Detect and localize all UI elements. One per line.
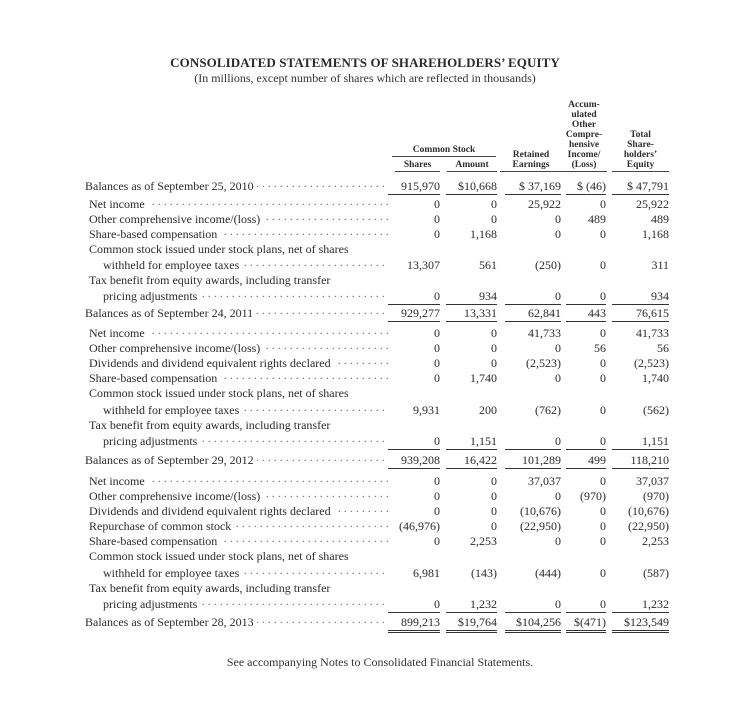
- footnote: See accompanying Notes to Consolidated Financial Statements.: [226, 655, 534, 669]
- row-label: Other comprehensive income/(loss) . . .: [89, 489, 389, 504]
- cell-shares: 0: [434, 326, 440, 340]
- cell-amount: 0: [491, 489, 497, 503]
- cell-shares: 0: [434, 474, 440, 488]
- cell-shares: 0: [388, 434, 440, 450]
- cell-retained-earnings: (444): [535, 566, 561, 580]
- cell-aoci: 0: [566, 289, 606, 305]
- retained-header-line1: Retained: [512, 150, 550, 160]
- cell-retained-earnings: $ 37,169: [505, 179, 561, 195]
- cell-retained-earnings: 37,037: [528, 474, 561, 488]
- table-row: [0, 326, 730, 341]
- cell-total-equity: 1,232: [612, 597, 669, 613]
- row-label: Dividends and dividend equivalent rights declared . . .: [89, 504, 389, 519]
- cell-amount: 200: [479, 403, 497, 417]
- cell-total-equity: 1,168: [642, 227, 669, 241]
- table-row: [0, 566, 730, 581]
- total-header-line4: Equity: [612, 160, 669, 172]
- cell-aoci: (970): [580, 489, 606, 503]
- cell-retained-earnings: 0: [505, 597, 561, 613]
- cell-total-equity: 1,740: [642, 371, 669, 385]
- cell-amount: 561: [479, 258, 497, 272]
- row-label: Balances as of September 28, 2013 . . .: [85, 615, 385, 630]
- aoci-header-line4: Compre-: [565, 130, 603, 140]
- cell-shares: 939,208: [388, 453, 440, 469]
- column-header-common-stock: [392, 145, 496, 157]
- cell-shares: 899,213: [388, 615, 440, 633]
- cell-amount: 0: [491, 519, 497, 533]
- balance-row-2012: [0, 453, 730, 468]
- cell-retained-earnings: 0: [555, 371, 561, 385]
- row-label: Tax benefit from equity awards, including transfer: [89, 273, 389, 288]
- cell-total-equity: $123,549: [612, 615, 669, 633]
- cell-amount: (143): [471, 566, 497, 580]
- cell-aoci: 0: [600, 403, 606, 417]
- cell-shares: 0: [434, 356, 440, 370]
- table-row: [0, 434, 730, 449]
- table-row: [0, 489, 730, 504]
- table-row: [0, 212, 730, 227]
- retained-header-line2: Earnings: [500, 160, 562, 172]
- cell-shares: 0: [434, 504, 440, 518]
- cell-amount: 1,740: [470, 371, 497, 385]
- cell-retained-earnings: 0: [555, 212, 561, 226]
- row-label: Share-based compensation . . .: [89, 534, 389, 549]
- table-row: [0, 534, 730, 549]
- column-header-aoci: [561, 100, 607, 172]
- cell-total-equity: 1,151: [612, 434, 669, 450]
- cell-retained-earnings: 62,841: [505, 306, 561, 322]
- total-header-line2: Share-: [627, 140, 654, 150]
- cell-total-equity: 25,922: [636, 197, 669, 211]
- column-header-total-equity: [612, 130, 669, 172]
- row-label: Common stock issued under stock plans, net of shares: [89, 386, 389, 401]
- cell-retained-earnings: 101,289: [505, 453, 561, 469]
- total-header-line1: Total: [630, 130, 651, 140]
- cell-total-equity: 489: [651, 212, 669, 226]
- total-header-line3: holders’: [623, 150, 658, 160]
- cell-total-equity: (562): [643, 403, 669, 417]
- cell-shares: 0: [434, 341, 440, 355]
- cell-shares: 0: [434, 212, 440, 226]
- balance-row-2011: [0, 306, 730, 321]
- cell-shares: 0: [434, 197, 440, 211]
- aoci-header-line6: Income/: [567, 150, 601, 160]
- aoci-header-line5: hensive: [568, 140, 600, 150]
- table-row: [0, 403, 730, 418]
- cell-total-equity: 41,733: [636, 326, 669, 340]
- shares-header-label: Shares: [395, 160, 440, 172]
- cell-retained-earnings: (10,676): [520, 504, 561, 518]
- cell-amount: $10,668: [446, 179, 497, 195]
- row-label: Dividends and dividend equivalent rights declared . . .: [89, 356, 389, 371]
- cell-shares: 0: [434, 489, 440, 503]
- table-row: [0, 371, 730, 386]
- row-label: Net income . . .: [89, 197, 389, 212]
- cell-total-equity: 76,615: [612, 306, 669, 322]
- statement-title: CONSOLIDATED STATEMENTS OF SHAREHOLDERS’ EQUITY: [170, 55, 560, 70]
- cell-total-equity: (10,676): [628, 504, 669, 518]
- cell-retained-earnings: 41,733: [528, 326, 561, 340]
- cell-aoci: 0: [600, 566, 606, 580]
- column-header-shares: [395, 160, 440, 172]
- table-row-label-line1: [0, 549, 730, 564]
- cell-retained-earnings: (2,523): [526, 356, 561, 370]
- table-row: [0, 356, 730, 371]
- cell-total-equity: 934: [612, 289, 669, 305]
- aoci-header-line1: Accum-: [568, 100, 600, 110]
- cell-aoci: $ (46): [566, 179, 606, 195]
- aoci-header-line7: (Loss): [561, 160, 607, 172]
- cell-total-equity: 118,210: [612, 453, 669, 469]
- cell-amount: 1,232: [446, 597, 497, 613]
- cell-amount: 1,168: [470, 227, 497, 241]
- column-header-retained-earnings: [500, 150, 562, 172]
- cell-shares: 0: [388, 289, 440, 305]
- cell-amount: 13,331: [446, 306, 497, 322]
- table-row-label-line1: [0, 273, 730, 288]
- common-stock-group-label: Common Stock: [392, 145, 496, 157]
- cell-shares: (46,976): [399, 519, 440, 533]
- table-row: [0, 258, 730, 273]
- table-row-label-line1: [0, 386, 730, 401]
- cell-shares: 915,970: [388, 179, 440, 195]
- balance-row-2010: [0, 179, 730, 194]
- row-label: Other comprehensive income/(loss) . . .: [89, 341, 389, 356]
- cell-amount: 0: [491, 212, 497, 226]
- table-row: [0, 289, 730, 304]
- cell-shares: 0: [434, 534, 440, 548]
- cell-aoci: 489: [588, 212, 606, 226]
- cell-amount: 1,151: [446, 434, 497, 450]
- cell-retained-earnings: (250): [535, 258, 561, 272]
- row-label: Balances as of September 25, 2010 . . .: [85, 179, 385, 194]
- cell-aoci: 56: [594, 341, 606, 355]
- row-label: Tax benefit from equity awards, including transfer: [89, 418, 389, 433]
- row-label-continued: withheld for employee taxes . . .: [103, 258, 385, 273]
- row-label: Tax benefit from equity awards, including transfer: [89, 581, 389, 596]
- table-row: [0, 519, 730, 534]
- cell-retained-earnings: (22,950): [520, 519, 561, 533]
- cell-shares: 13,307: [407, 258, 440, 272]
- cell-total-equity: 311: [651, 258, 669, 272]
- table-row: [0, 341, 730, 356]
- balance-row-2013: [0, 615, 730, 630]
- statement-subtitle: (In millions, except number of shares which are reflected in thousands): [194, 71, 536, 85]
- row-label: Common stock issued under stock plans, net of shares: [89, 242, 389, 257]
- cell-total-equity: 2,253: [642, 534, 669, 548]
- cell-amount: 0: [491, 197, 497, 211]
- aoci-header-line3: Other: [571, 120, 597, 130]
- cell-retained-earnings: 0: [555, 341, 561, 355]
- cell-amount: 0: [491, 326, 497, 340]
- cell-retained-earnings: 0: [555, 227, 561, 241]
- cell-aoci: 0: [600, 504, 606, 518]
- cell-total-equity: 37,037: [636, 474, 669, 488]
- cell-aoci: $(471): [566, 615, 606, 633]
- cell-total-equity: $ 47,791: [612, 179, 669, 195]
- cell-aoci: 0: [600, 197, 606, 211]
- aoci-header-line2: ulated: [571, 110, 597, 120]
- cell-aoci: 0: [600, 356, 606, 370]
- cell-aoci: 443: [566, 306, 606, 322]
- cell-amount: 0: [491, 504, 497, 518]
- table-row-label-line1: [0, 418, 730, 433]
- table-row: [0, 504, 730, 519]
- table-row: [0, 197, 730, 212]
- cell-aoci: 0: [600, 326, 606, 340]
- cell-total-equity: (970): [643, 489, 669, 503]
- cell-total-equity: (2,523): [634, 356, 669, 370]
- row-label-continued: pricing adjustments . . .: [103, 289, 385, 304]
- row-label-continued: withheld for employee taxes . . .: [103, 403, 385, 418]
- cell-aoci: 0: [566, 434, 606, 450]
- cell-total-equity: (587): [643, 566, 669, 580]
- cell-amount: 934: [446, 289, 497, 305]
- row-label: Balances as of September 24, 2011 . . .: [85, 306, 385, 321]
- cell-retained-earnings: 0: [505, 289, 561, 305]
- cell-shares: 929,277: [388, 306, 440, 322]
- cell-aoci: 0: [600, 519, 606, 533]
- table-row-label-line1: [0, 242, 730, 257]
- row-label: Balances as of September 29, 2012 . . .: [85, 453, 385, 468]
- cell-aoci: 0: [600, 474, 606, 488]
- cell-total-equity: 56: [657, 341, 669, 355]
- amount-header-label: Amount: [447, 160, 497, 172]
- cell-shares: 9,931: [413, 403, 440, 417]
- cell-amount: 0: [491, 356, 497, 370]
- cell-aoci: 0: [600, 227, 606, 241]
- cell-aoci: 0: [600, 258, 606, 272]
- cell-aoci: 0: [600, 371, 606, 385]
- row-label: Share-based compensation . . .: [89, 227, 389, 242]
- cell-amount: $19,764: [446, 615, 497, 633]
- cell-shares: 0: [388, 597, 440, 613]
- row-label: Other comprehensive income/(loss) . . .: [89, 212, 389, 227]
- table-row-label-line1: [0, 581, 730, 596]
- row-label-continued: withheld for employee taxes . . .: [103, 566, 385, 581]
- cell-retained-earnings: 0: [555, 534, 561, 548]
- row-label: Net income . . .: [89, 326, 389, 341]
- cell-amount: 0: [491, 474, 497, 488]
- cell-retained-earnings: (762): [535, 403, 561, 417]
- cell-aoci: 0: [600, 534, 606, 548]
- cell-shares: 6,981: [413, 566, 440, 580]
- row-label-continued: pricing adjustments . . .: [103, 434, 385, 449]
- cell-aoci: 499: [566, 453, 606, 469]
- cell-amount: 16,422: [446, 453, 497, 469]
- cell-retained-earnings: 0: [555, 489, 561, 503]
- cell-aoci: 0: [566, 597, 606, 613]
- row-label: Common stock issued under stock plans, net of shares: [89, 549, 389, 564]
- cell-retained-earnings: 0: [505, 434, 561, 450]
- table-row: [0, 597, 730, 612]
- column-header-amount: [447, 160, 497, 172]
- cell-shares: 0: [434, 371, 440, 385]
- table-row: [0, 474, 730, 489]
- cell-total-equity: (22,950): [628, 519, 669, 533]
- cell-retained-earnings: 25,922: [528, 197, 561, 211]
- row-label-continued: pricing adjustments . . .: [103, 597, 385, 612]
- row-label: Share-based compensation . . .: [89, 371, 389, 386]
- row-label: Repurchase of common stock . . .: [89, 519, 389, 534]
- row-label: Net income . . .: [89, 474, 389, 489]
- cell-amount: 2,253: [470, 534, 497, 548]
- cell-amount: 0: [491, 341, 497, 355]
- table-row: [0, 227, 730, 242]
- cell-shares: 0: [434, 227, 440, 241]
- cell-retained-earnings: $104,256: [505, 615, 561, 633]
